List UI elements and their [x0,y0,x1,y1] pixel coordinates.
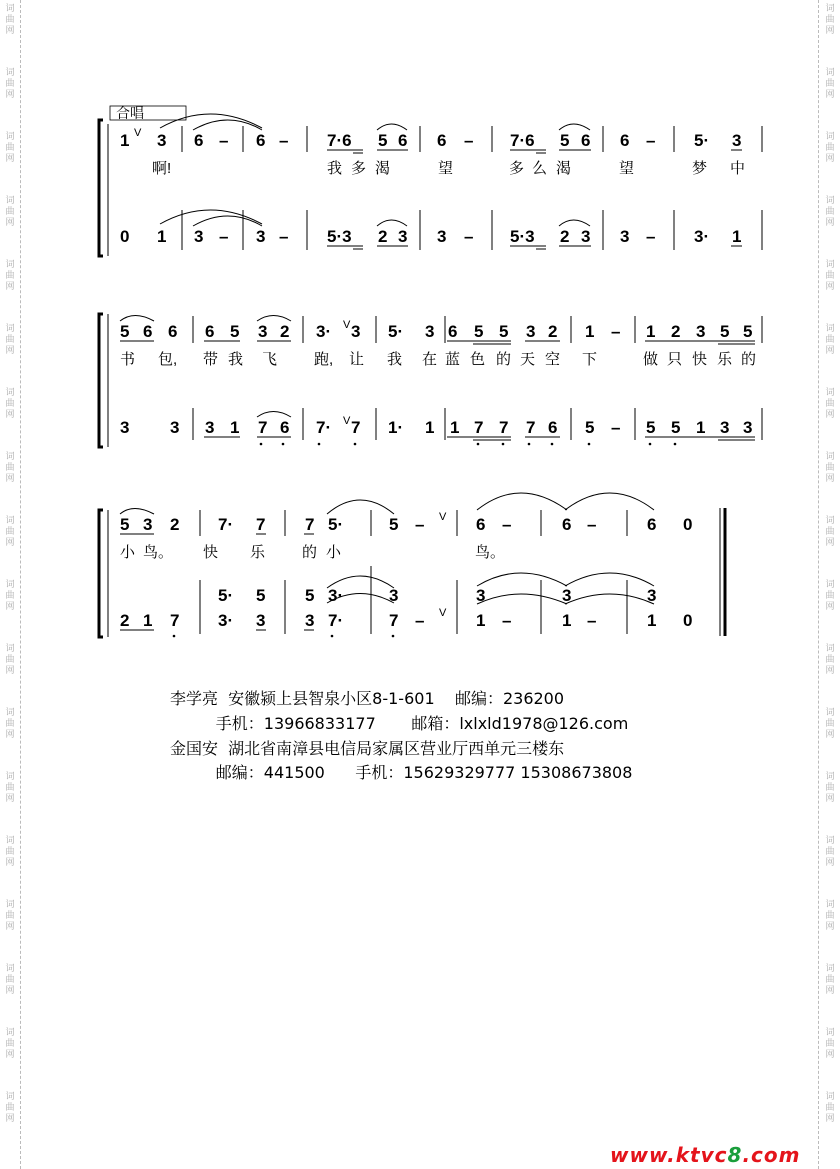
note: – [611,418,621,437]
note: 7· [218,515,234,534]
watermark-stamp: 词 曲 网 [5,4,15,36]
breath-mark: V [134,127,142,139]
note: 6 [168,322,178,341]
svg-text:V: V [439,607,447,619]
watermark-stamp: 词 曲 网 [5,388,15,420]
note: 0 [120,227,130,246]
note: – [279,131,289,150]
slur [193,120,262,130]
watermark-stamp: 词 曲 网 [5,132,15,164]
lyric: 望 [438,160,454,177]
system-bracket [99,120,103,256]
note: 1 [143,611,153,630]
note: 3 [143,515,153,534]
note: 5 [720,322,730,341]
note: – [219,131,229,150]
watermark-stamp: 词 曲 网 [825,324,835,356]
note: 3 [256,227,266,246]
watermark-stamp: 词 曲 网 [825,68,835,100]
note: – [587,611,597,630]
contact-line-3: 金国安 湖北省南漳县电信局家属区营业厅西单元三楼东 [170,739,565,758]
note: 5 [120,322,130,341]
note: 3· [218,611,234,630]
watermark-stamp: 词 曲 网 [825,772,835,804]
lyric: 多 [351,160,367,177]
note: 2 [120,611,130,630]
watermark-stamp: 词 曲 网 [825,644,835,676]
note: 3 [581,227,591,246]
note: – [611,322,621,341]
note: 7· [328,611,344,630]
note: – [502,515,512,534]
note: 1 [562,611,572,630]
note: 1 [425,418,435,437]
note: 7 [351,418,361,437]
note: 0 [683,515,693,534]
note: 5 [256,586,266,605]
watermark-stamp: 词 曲 网 [825,1028,835,1060]
note: 7 [389,611,399,630]
svg-text:V: V [439,511,447,523]
note: 3 [205,418,215,437]
lyric: 蓝 [445,351,461,368]
system-2 [99,314,762,447]
lyric: 我 [327,160,343,177]
note: 3 [620,227,630,246]
note: 2 [378,227,388,246]
lyric: 飞 [262,351,278,368]
note: 3 [389,586,399,605]
slur [559,124,590,130]
lyric: 渴 [375,160,391,177]
watermark-stamp: 词 曲 网 [5,1028,15,1060]
note: 1 [120,131,130,150]
site-suffix: .com [742,1143,801,1167]
note: 3 [157,131,167,150]
lyric: 快 [692,351,708,368]
note: 6 [562,515,572,534]
note: 3 [425,322,435,341]
note: 1 [732,227,742,246]
note: 7 [258,418,268,437]
note: 1 [450,418,460,437]
s3-bottom-notes [120,611,692,630]
section-label: 合唱 [116,105,144,121]
watermark-stamp: 词 曲 网 [825,580,835,612]
note: 3 [732,131,742,150]
slur [160,210,262,224]
note: 7 [305,515,315,534]
note: 5 [560,131,570,150]
contact-line-2: 手机：13966833177 邮箱：lxlxld1978@126.com [170,714,629,733]
watermark-stamp: 词 曲 网 [825,708,835,740]
note: 3 [170,418,180,437]
lyric: 多 [509,160,525,177]
lyric: 书 [120,351,136,368]
watermark-stamp: 词 曲 网 [5,964,15,996]
watermark-stamp: 词 曲 网 [5,836,15,868]
s2-top-notes [120,322,752,341]
lyric: 带 [203,351,219,368]
contact-line-1: 李学亮 安徽颍上县智泉小区8-1-601 邮编：236200 [170,689,565,708]
watermark-stamp: 词 曲 网 [5,516,15,548]
watermark-stamp: 词 曲 网 [825,964,835,996]
lyric: 我 [387,351,403,368]
note: 3 [305,611,315,630]
watermark-stamp: 词 曲 网 [825,4,835,36]
watermark-stamp: 词 曲 网 [825,388,835,420]
note: 6 [620,131,630,150]
note: 1 [476,611,486,630]
contact-line-4: 邮编：441500 手机：15629329777 15308673808 [170,763,633,782]
watermark-stamp: 词 曲 网 [5,196,15,228]
system-3 [99,493,725,637]
watermark-stamp: 词 曲 网 [825,1092,835,1124]
note: – [415,515,425,534]
lyric: 下 [582,351,598,368]
note: 5 [305,586,315,605]
s1-top-notes [120,131,741,150]
watermark-stamp: 词 曲 网 [825,452,835,484]
lyric: 的 [302,544,318,561]
note: 5 [671,418,681,437]
watermark-stamp: 词 曲 网 [5,324,15,356]
note: 7·6 [510,131,535,150]
note: 6 [581,131,591,150]
note: 5·3 [510,227,535,246]
watermark-stamp: 词 曲 网 [825,516,835,548]
note: 2 [548,322,558,341]
note: – [279,227,289,246]
note: 7 [499,418,509,437]
note: 6 [437,131,447,150]
note: 6 [194,131,204,150]
svg-text:V: V [343,415,351,427]
note: 5 [474,322,484,341]
s1-bottom-notes [120,227,741,246]
note: 5 [120,515,130,534]
site-prefix: www.ktvc [610,1143,728,1167]
note: 3 [120,418,130,437]
note: 7 [474,418,484,437]
watermark-stamp: 词 曲 网 [5,708,15,740]
lyric: 让 [349,351,365,368]
system-1 [99,105,762,256]
note: 6 [448,322,458,341]
note: 7 [526,418,536,437]
note: 5 [499,322,509,341]
note: 3· [328,586,344,605]
note: 3 [398,227,408,246]
note: 7· [316,418,332,437]
note: 3 [256,611,266,630]
watermark-stamp: 词 曲 网 [825,196,835,228]
lyric: 小 [326,544,342,561]
lyric: 渴 [556,160,572,177]
s2-lyrics [120,350,756,368]
site-digit: 8 [727,1143,743,1167]
watermark-stamp: 词 曲 网 [5,580,15,612]
note: 6 [280,418,290,437]
lyric: 快 [203,544,219,561]
note: 5 [389,515,399,534]
note: 3 [351,322,361,341]
lyric: 小 [120,544,136,561]
note: 2 [170,515,180,534]
lyric: 天 [520,351,536,368]
note: 5· [328,515,344,534]
note: – [646,227,656,246]
site-logo[interactable] [610,1143,800,1167]
note: 6 [143,322,153,341]
note: 5· [218,586,234,605]
note: 5 [230,322,240,341]
slur [193,216,262,226]
watermark-stamp: 词 曲 网 [5,260,15,292]
slur [559,220,590,226]
note: 3 [647,586,657,605]
note: – [502,611,512,630]
lyric: 包, [158,351,178,368]
slur [377,124,407,130]
note: 2 [280,322,290,341]
lyric: 梦 [692,160,708,177]
note: 3 [476,586,486,605]
note: 0 [683,611,693,630]
breath-mark: V [343,319,351,331]
note: 1 [647,611,657,630]
lyric: 我 [228,351,244,368]
lyric: 做 [643,351,659,368]
note: – [464,227,474,246]
note: 6 [398,131,408,150]
note: 3 [194,227,204,246]
lyric: 么 [532,160,548,177]
note: 5 [585,418,595,437]
note: 5·3 [327,227,352,246]
note: 5· [694,131,710,150]
note: – [219,227,229,246]
watermark-stamp: 词 曲 网 [825,260,835,292]
lyric: 乐 [250,544,266,561]
slur [377,220,407,226]
note: 1 [157,227,167,246]
watermark-stamp: 词 曲 网 [5,452,15,484]
lyric: 跑, [314,351,334,368]
note: 1· [388,418,404,437]
note: 5 [646,418,656,437]
note: 7·6 [327,131,352,150]
note: 7 [256,515,266,534]
note: 6 [476,515,486,534]
watermark-stamp: 词 曲 网 [5,644,15,676]
note: – [646,131,656,150]
note: – [464,131,474,150]
lyric: 的 [741,351,757,368]
lyric: 空 [545,351,561,368]
watermark-stamp: 词 曲 网 [825,900,835,932]
watermark-stamp: 词 曲 网 [5,900,15,932]
lyric: 鸟。 [475,544,506,561]
watermark-stamp: 词 曲 网 [5,1092,15,1124]
s3-top-notes [120,515,692,534]
note: 6 [548,418,558,437]
note: 3· [316,322,332,341]
watermark-stamp: 词 曲 网 [5,772,15,804]
note: 3 [526,322,536,341]
s1-lyrics [152,159,745,177]
note: 3 [562,586,572,605]
note: 6 [647,515,657,534]
lyric: 的 [496,351,512,368]
lyric: 鸟。 [143,544,174,561]
note: 5 [378,131,388,150]
s2-bottom-notes [120,418,752,437]
slur [160,114,262,128]
low-octave-dots [260,443,677,446]
note: 3 [258,322,268,341]
note: 1 [646,322,656,341]
note: 2 [560,227,570,246]
note: 1 [585,322,595,341]
lyric: 望 [619,160,635,177]
watermark-stamp: 词 曲 网 [825,132,835,164]
note: 3 [720,418,730,437]
note: 7 [170,611,180,630]
note: 5· [388,322,404,341]
watermark-stamp: 词 曲 网 [825,836,835,868]
note: 6 [256,131,266,150]
note: 1 [696,418,706,437]
lyric: 在 [422,351,438,368]
note: 3 [696,322,706,341]
lyric: 啊! [152,160,172,177]
note: – [587,515,597,534]
lyric: 色 [470,351,486,368]
lyric: 只 [667,351,683,368]
lyric: 中 [730,160,746,177]
note: 3 [743,418,753,437]
note: 6 [205,322,215,341]
s3-lyrics [120,544,505,561]
watermark-stamp: 词 曲 网 [5,68,15,100]
note: 1 [230,418,240,437]
lyric: 乐 [717,351,733,368]
note: 5 [743,322,753,341]
note: 2 [671,322,681,341]
note: – [415,611,425,630]
note: 3 [437,227,447,246]
note: 3· [694,227,710,246]
